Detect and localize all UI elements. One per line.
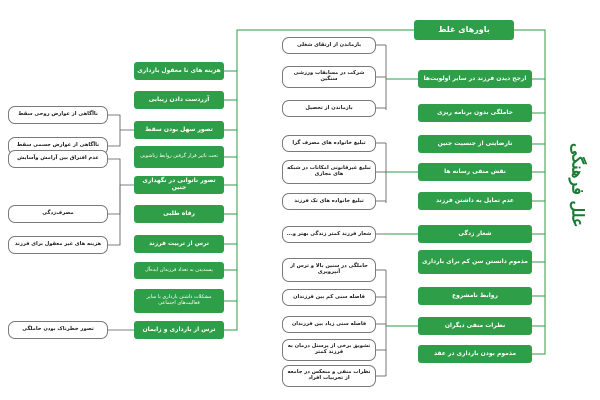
left-node-4: تحت تاثیر قرار گرفتن روابط زناشویی [134,146,224,168]
left-node-10: ترس از بارداری و زایمان [134,321,224,339]
left-node-5: تصور ناتوانی در نگهداری جنین [134,176,224,194]
right-node-8: روابط نامشروع [418,287,532,305]
left-node-6: رفاه طلبی [134,205,224,223]
mid-node-12: نظرات منفی و منعکس در جامعه از تجربیات افراد [282,365,376,387]
right-node-1: ارجح دیدن فرزند در سایر اولویت‌ها [418,70,532,88]
far-left-node-1: ناآگاهی از عوارض روحی سقط [8,106,108,124]
left-node-1: هزینه های نا معقول بارداری [134,62,224,80]
mid-node-4: تبلیغ خانواده های مصرف گرا [282,135,376,152]
mid-node-2: شرکت در مسابقات ورزشی سنگین [282,66,376,88]
mid-node-10: فاصله سنی زیاد بین فرزندان [282,316,376,333]
right-node-2: حاملگی بدون برنامه ریزی [418,104,532,122]
far-left-node-3: عدم افتراق بین آرامش وآسایش [8,150,108,168]
right-node-9: نظرات منفی دیگران [418,317,532,335]
far-left-node-6: تصور خطرناک بودن حاملگی [8,321,108,339]
far-left-node-2: ناآگاهی از عوارض جسمی سقط [8,137,108,155]
mid-node-8: حاملگی در سنین بالا و ترس از آنپرویری [282,258,376,282]
left-node-9: مشکلات داشتن بارداری با سایر فعالیت‌های اجتماعی [134,289,224,313]
mid-node-9: فاصله سنی کم بین فرزندان [282,289,376,306]
root-node: باورهای غلط [414,20,514,40]
far-left-node-5: هزینه های غیر معقول برای فرزند [8,236,108,254]
left-node-7: ترس از تربیت فرزند [134,235,224,253]
left-node-8: پسندیدن به تعداد فرزندان ایده‌آل [134,262,224,279]
right-node-6: شعار زدگی [418,225,532,243]
mid-node-6: تبلیغ خانواده های تک فرزند [282,193,376,210]
diagram-title: علل فرهنگی [568,142,588,228]
mid-node-5: تبلیغ غیرقانونی امکانات در شبکه های مجازی [282,160,376,184]
mid-node-11: تشویق برخی از پرسنل درمان به فرزند کمتر [282,339,376,361]
left-node-3: تصور سهل بودن سقط [134,121,224,139]
mid-node-1: بازماندن از ارتقای شغلی [282,37,376,54]
right-node-10: مذموم بودن بارداری در عقد [418,345,532,363]
left-node-2: آزردست دادن زیبایی [134,91,224,109]
mid-node-7: شعار فرزند کمتر زندگی بهتر و... [282,226,376,243]
mid-node-3: بازماندن از تحصیل [282,100,376,117]
right-node-4: نقش منفی رسانه ها [418,163,532,181]
right-node-3: نارضایتی از جنسیت جنین [418,135,532,153]
right-node-7: مذموم دانستن سن کم برای بارداری [418,250,532,274]
far-left-node-4: مصرف‌زدگی [8,205,108,223]
right-node-5: عدم تمایل به داشتن فرزند [418,192,532,210]
